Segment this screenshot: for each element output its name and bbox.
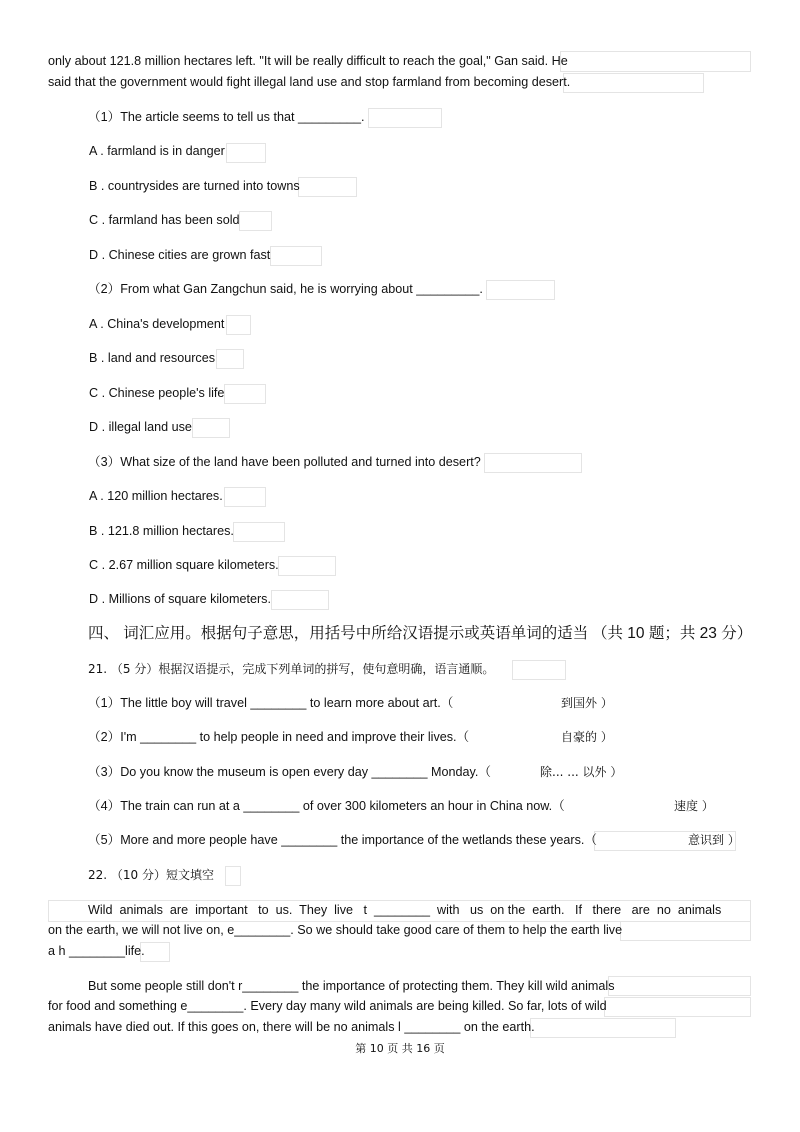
text-box-outline xyxy=(298,177,357,197)
text-box-outline xyxy=(563,73,704,93)
option-b: B . land and resources xyxy=(89,351,216,365)
text-box-outline xyxy=(368,108,442,128)
q22-para2-line: animals have died out. If this goes on, there will be no animals l ________ on the earth. xyxy=(48,1020,535,1034)
text-box-outline xyxy=(224,487,266,507)
passage-line: said that the government would fight illegal land use and stop farmland from becoming desert. xyxy=(48,75,571,89)
q22-para1-line: Wild animals are important to us. They live t ________ with us on the earth. If there are no animals xyxy=(88,903,722,917)
option-c: C . farmland has been sold xyxy=(89,213,240,227)
q22-para1-line: on the earth, we will not live on, e________. So we should take good care of them to help the earth live xyxy=(48,923,623,937)
q21-item-text: （1）The little boy will travel ________ to learn more about art.（ xyxy=(88,696,454,710)
text-box-outline xyxy=(512,660,566,680)
text-box-outline xyxy=(530,1018,676,1038)
option-a: A . 120 million hectares. xyxy=(89,489,223,503)
q21-item-text: （2）I'm ________ to help people in need and improve their lives.（ xyxy=(88,730,470,744)
text-box-outline xyxy=(486,280,555,300)
text-box-outline xyxy=(226,143,266,163)
q21-header: 21. （5 分）根据汉语提示，完成下列单词的拼写，使句意明确，语言通顺。 xyxy=(88,662,495,676)
text-box-outline xyxy=(620,921,751,941)
section-title: 四、 词汇应用。根据句子意思，用括号中所给汉语提示或英语单词的适当 xyxy=(88,625,589,642)
text-box-outline xyxy=(239,211,272,231)
text-box-outline xyxy=(271,590,329,610)
text-box-outline xyxy=(192,418,230,438)
q21-item-hint: 除... ... 以外 ） xyxy=(540,765,623,779)
q22-para1-line: a h ________life. xyxy=(48,944,145,958)
option-b: B . 121.8 million hectares. xyxy=(89,524,234,538)
option-c: C . 2.67 million square kilometers. xyxy=(89,558,279,572)
text-box-outline xyxy=(216,349,244,369)
q21-item-text: （3）Do you know the museum is open every day ________ Monday.（ xyxy=(88,765,491,779)
option-b: B . countrysides are turned into towns xyxy=(89,179,300,193)
option-c: C . Chinese people's life xyxy=(89,386,225,400)
text-box-outline xyxy=(226,315,251,335)
q22-para2-line: But some people still don't r________ the importance of protecting them. They kill wild animals xyxy=(88,979,615,993)
q21-item-hint: 自豪的 ） xyxy=(561,730,613,744)
option-d: D . Millions of square kilometers. xyxy=(89,592,271,606)
text-box-outline xyxy=(233,522,285,542)
q21-item-hint: 意识到 ） xyxy=(688,833,740,847)
q21-item-hint: 速度 ） xyxy=(674,799,714,813)
question-stem: （3）What size of the land have been polluted and turned into desert? xyxy=(88,455,481,469)
q22-header: 22. （10 分）短文填空 xyxy=(88,868,214,882)
option-d: D . illegal land use xyxy=(89,420,192,434)
question-stem: （2）From what Gan Zangchun said, he is worrying about _________. xyxy=(88,282,483,296)
passage-line: only about 121.8 million hectares left. "It will be really difficult to reach the goal," Gan said. He xyxy=(48,54,568,68)
option-a: A . China's development xyxy=(89,317,225,331)
q21-item-text: （5）More and more people have ________ the importance of the wetlands these years.（ xyxy=(88,833,597,847)
section-score: （共 10 题；共 23 分） xyxy=(592,625,753,642)
text-box-outline xyxy=(270,246,322,266)
text-box-outline xyxy=(225,866,241,886)
text-box-outline xyxy=(608,976,751,996)
q21-item-hint: 到国外 ） xyxy=(561,696,613,710)
text-box-outline xyxy=(484,453,582,473)
page-footer: 第 10 页 共 16 页 xyxy=(355,1042,445,1055)
q21-item-text: （4）The train can run at a ________ of over 300 kilometers an hour in China now.（ xyxy=(88,799,565,813)
text-box-outline xyxy=(604,997,751,1017)
option-d: D . Chinese cities are grown fast xyxy=(89,248,271,262)
text-box-outline xyxy=(278,556,336,576)
text-box-outline xyxy=(560,51,751,72)
q22-para2-line: for food and something e________. Every day many wild animals are being killed. So far, lots of wild xyxy=(48,999,607,1013)
option-a: A . farmland is in danger xyxy=(89,144,225,158)
question-stem: （1）The article seems to tell us that _________. xyxy=(88,110,365,124)
text-box-outline xyxy=(224,384,266,404)
